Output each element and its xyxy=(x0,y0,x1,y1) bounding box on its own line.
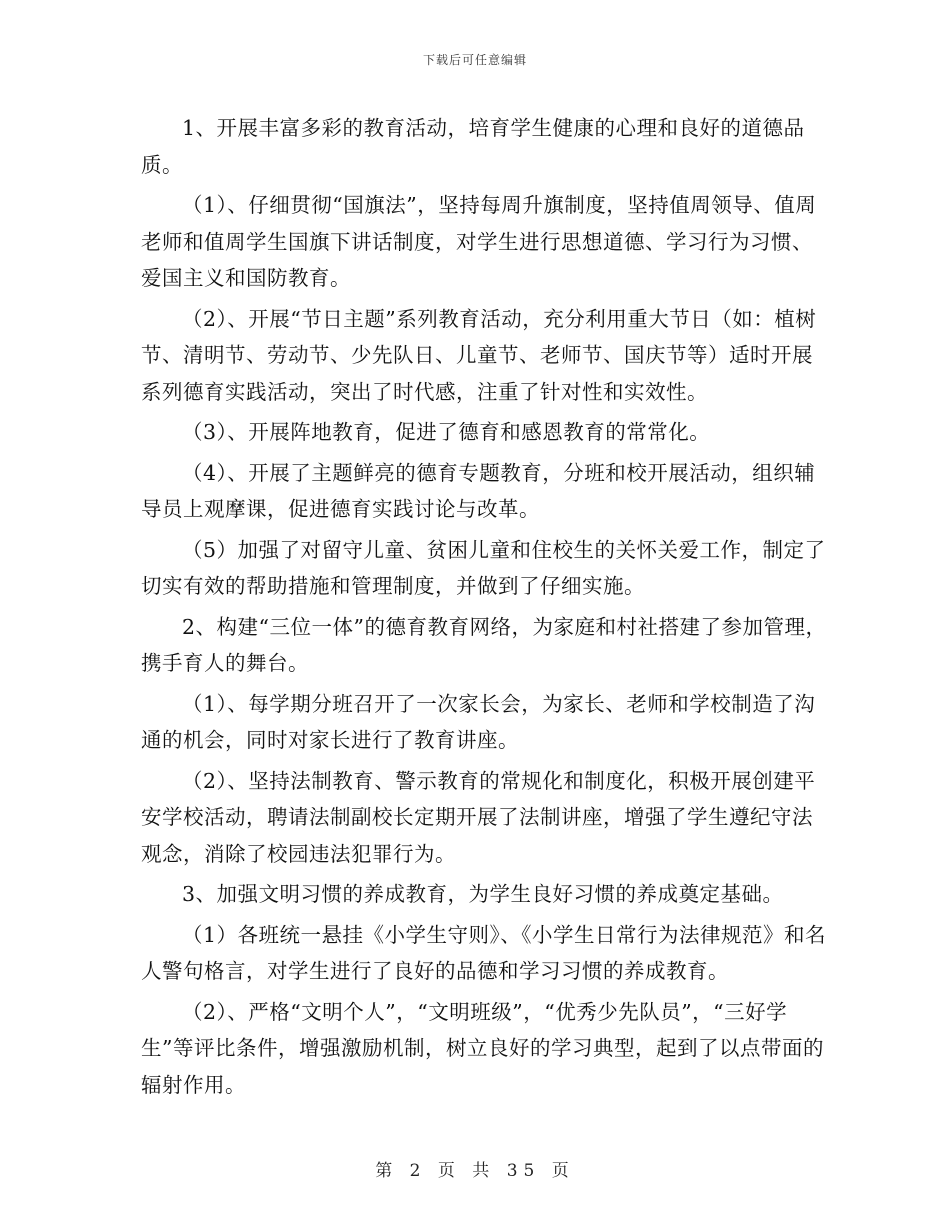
paragraph: （3）、开展阵地教育，促进了德育和感恩教育的常常化。 xyxy=(182,420,711,444)
page-footer: 第 2 页 共 35 页 xyxy=(375,1161,575,1181)
paragraph: （5）加强了对留守儿童、贫困儿童和住校生的关怀关爱工作，制定了切实有效的帮助措施和管理制度，并做到了仔细实施。 xyxy=(141,537,826,598)
paragraph: 3、加强文明习惯的养成教育，为学生良好习惯的养成奠定基础。 xyxy=(182,882,784,906)
paragraph: （2）、严格“文明个人”，“文明班级”，“优秀少先队员”，“三好学生”等评比条件，增强激励机制，树立良好的学习典型，起到了以点带面的辐射作用。 xyxy=(141,999,824,1097)
paragraph: （1）各班统一悬挂《小学生守则》、《小学生日常行为法律规范》和名人警句格言，对学生进行了良好的品德和学习习惯的养成教育。 xyxy=(141,922,827,983)
paragraph: 2、构建“三位一体”的德育教育网络，为家庭和村社搭建了参加管理，携手育人的舞台。 xyxy=(141,614,827,675)
paragraph: （1）、仔细贯彻“国旗法”，坚持每周升旗制度，坚持值周领导、值周老师和值周学生国旗下讲话制度，对学生进行思想道德、学习行为习惯、爱国主义和国防教育。 xyxy=(141,193,817,290)
document-body xyxy=(141,110,831,1107)
paragraph: （4）、开展了主题鲜亮的德育专题教育，分班和校开展活动，组织辅导员上观摩课，促进德育实践讨论与改革。 xyxy=(141,460,816,521)
paragraph: （1）、每学期分班召开了一次家长会，为家长、老师和学校制造了沟通的机会，同时对家长进行了教育讲座。 xyxy=(141,691,816,752)
paragraph: 1、开展丰富多彩的教育活动，培育学生健康的心理和良好的道德品质。 xyxy=(141,116,805,177)
paragraph: （2）、开展“节日主题”系列教育活动，充分利用重大节日（如：植树节、清明节、劳动节、少先队日、儿童节、老师节、国庆节等）适时开展系列德育实践活动，突出了时代感，注重了针对性和实效性。 xyxy=(141,306,817,404)
page-header: 下载后可任意编辑 xyxy=(422,53,527,67)
paragraph: （2）、坚持法制教育、警示教育的常规化和制度化，积极开展创建平安学校活动，聘请法制副校长定期开展了法制讲座，增强了学生遵纪守法观念，消除了校园违法犯罪行为。 xyxy=(141,768,816,866)
